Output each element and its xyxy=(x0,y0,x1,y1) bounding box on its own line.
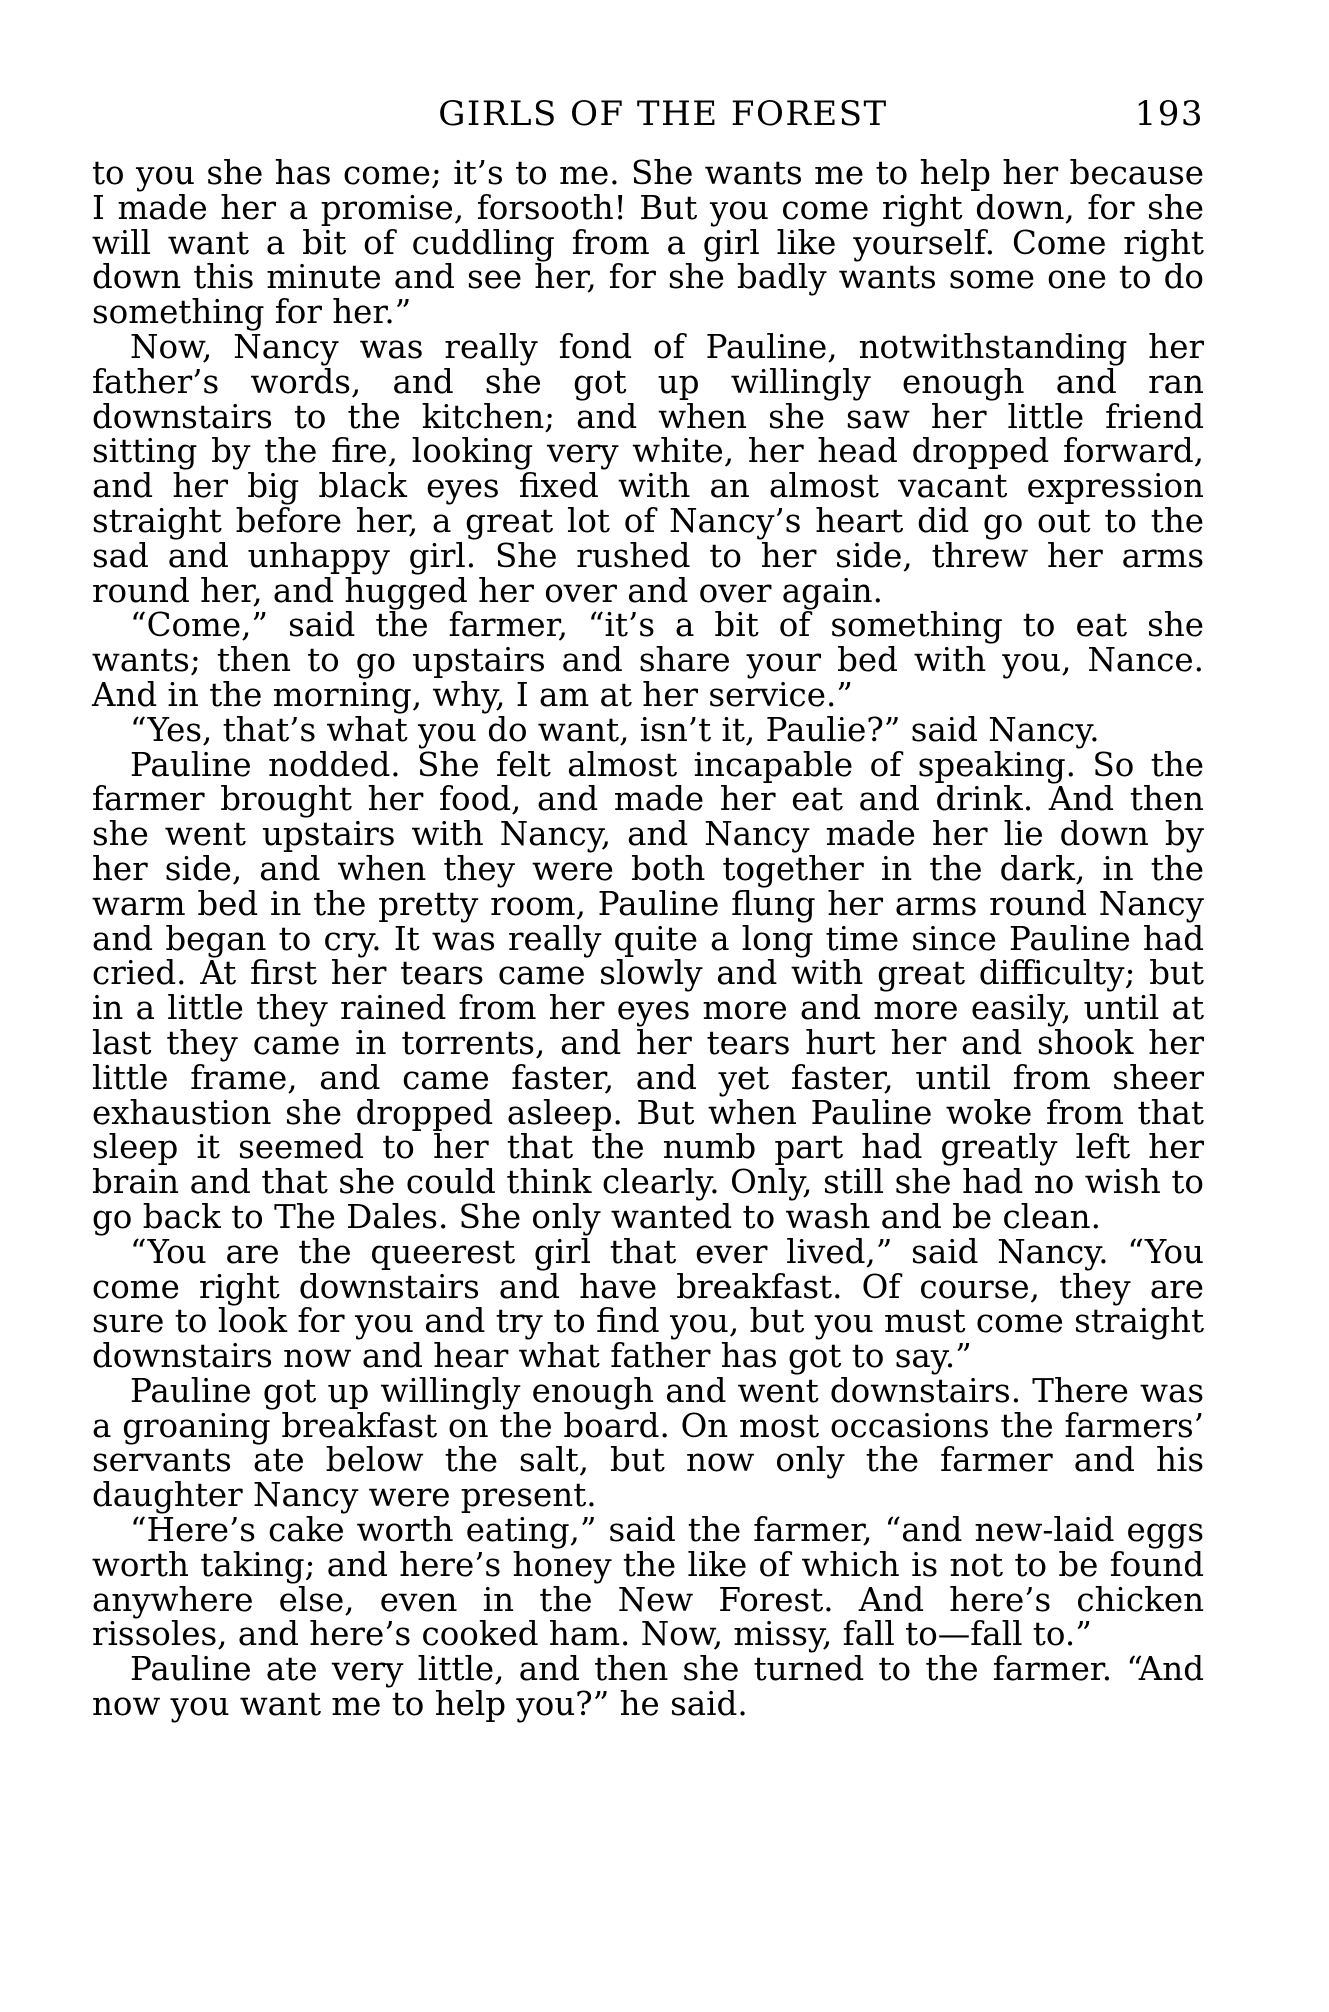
page-number: 193 xyxy=(1134,94,1204,134)
book-page xyxy=(92,92,1204,1722)
paragraph: Pauline nodded. She felt almost incapable of speaking. So the farmer brought her food, and made her eat and drink. And then she went upstairs with Nancy, and Nancy made her lie down by her side, and when they were both together in the dark, in the warm bed in the pretty room, Pauline flung her arms round Nancy and began to cry. It was really quite a long time since Pauline had cried. At first her tears came slowly and with great difficulty; but in a little they rained from her eyes more and more easily, until at last they came in torrents, and her tears hurt her and shook her little frame, and came faster, and yet faster, until from sheer exhaustion she dropped asleep. But when Pauline woke from that sleep it seemed to her that the numb part had greatly left her brain and that she could think clearly. Only, still she had no wish to go back to The Dales. She only wanted to wash and be clean. xyxy=(92,745,1204,1236)
paragraph: to you she has come; it’s to me. She wants me to help her because I made her a promise, forsooth! But you come right down, for she will want a bit of cuddling from a girl like yourself. Come right down this minute and see her, for she badly wants some one to do something for her.” xyxy=(92,154,1204,332)
paragraph: Now, Nancy was really fond of Pauline, notwithstanding her father’s words, and she got up willingly enough and ran downstairs to the kitchen; and when she saw her little friend sitting by the fire, looking very white, her head dropped forward, and her big black eyes fixed with an almost vacant expression straight before her, a great lot of Nancy’s heart did go out to the sad and unhappy girl. She rushed to her side, threw her arms round her, and hugged her over and over again. xyxy=(92,327,1204,610)
paragraph: “You are the queerest girl that ever lived,” said Nancy. “You come right downstairs and have breakfast. Of course, they are sure to look for you and try to find you, but you must come straight downstairs now and hear what father has got to say.” xyxy=(92,1232,1204,1376)
paragraph: Pauline ate very little, and then she turned to the farmer. “And now you want me to help you?” he said. xyxy=(92,1650,1204,1724)
paragraph: “Here’s cake worth eating,” said the farmer, “and new-laid eggs worth taking; and here’s honey the like of which is not to be found anywhere else, even in the New Forest. And here’s chicken rissoles, and here’s cooked ham. Now, missy, fall to—fall to.” xyxy=(92,1511,1204,1654)
paragraph: “Yes, that’s what you do want, isn’t it, Paulie?” said Nancy. xyxy=(130,710,1100,749)
body-text xyxy=(92,156,1204,1722)
paragraph: Pauline got up willingly enough and went downstairs. There was a groaning breakfast on the board. On most occasions the farmers’ servants ate below the salt, but now only the farmer and his daughter Nancy were present. xyxy=(92,1371,1204,1515)
running-header xyxy=(92,92,1204,136)
paragraph: “Come,” said the farmer, “it’s a bit of something to eat she wants; then to go upstairs and share your bed with you, Nance. And in the morning, why, I am at her service.” xyxy=(92,606,1204,714)
running-title: GIRLS OF THE FOREST xyxy=(438,94,888,134)
